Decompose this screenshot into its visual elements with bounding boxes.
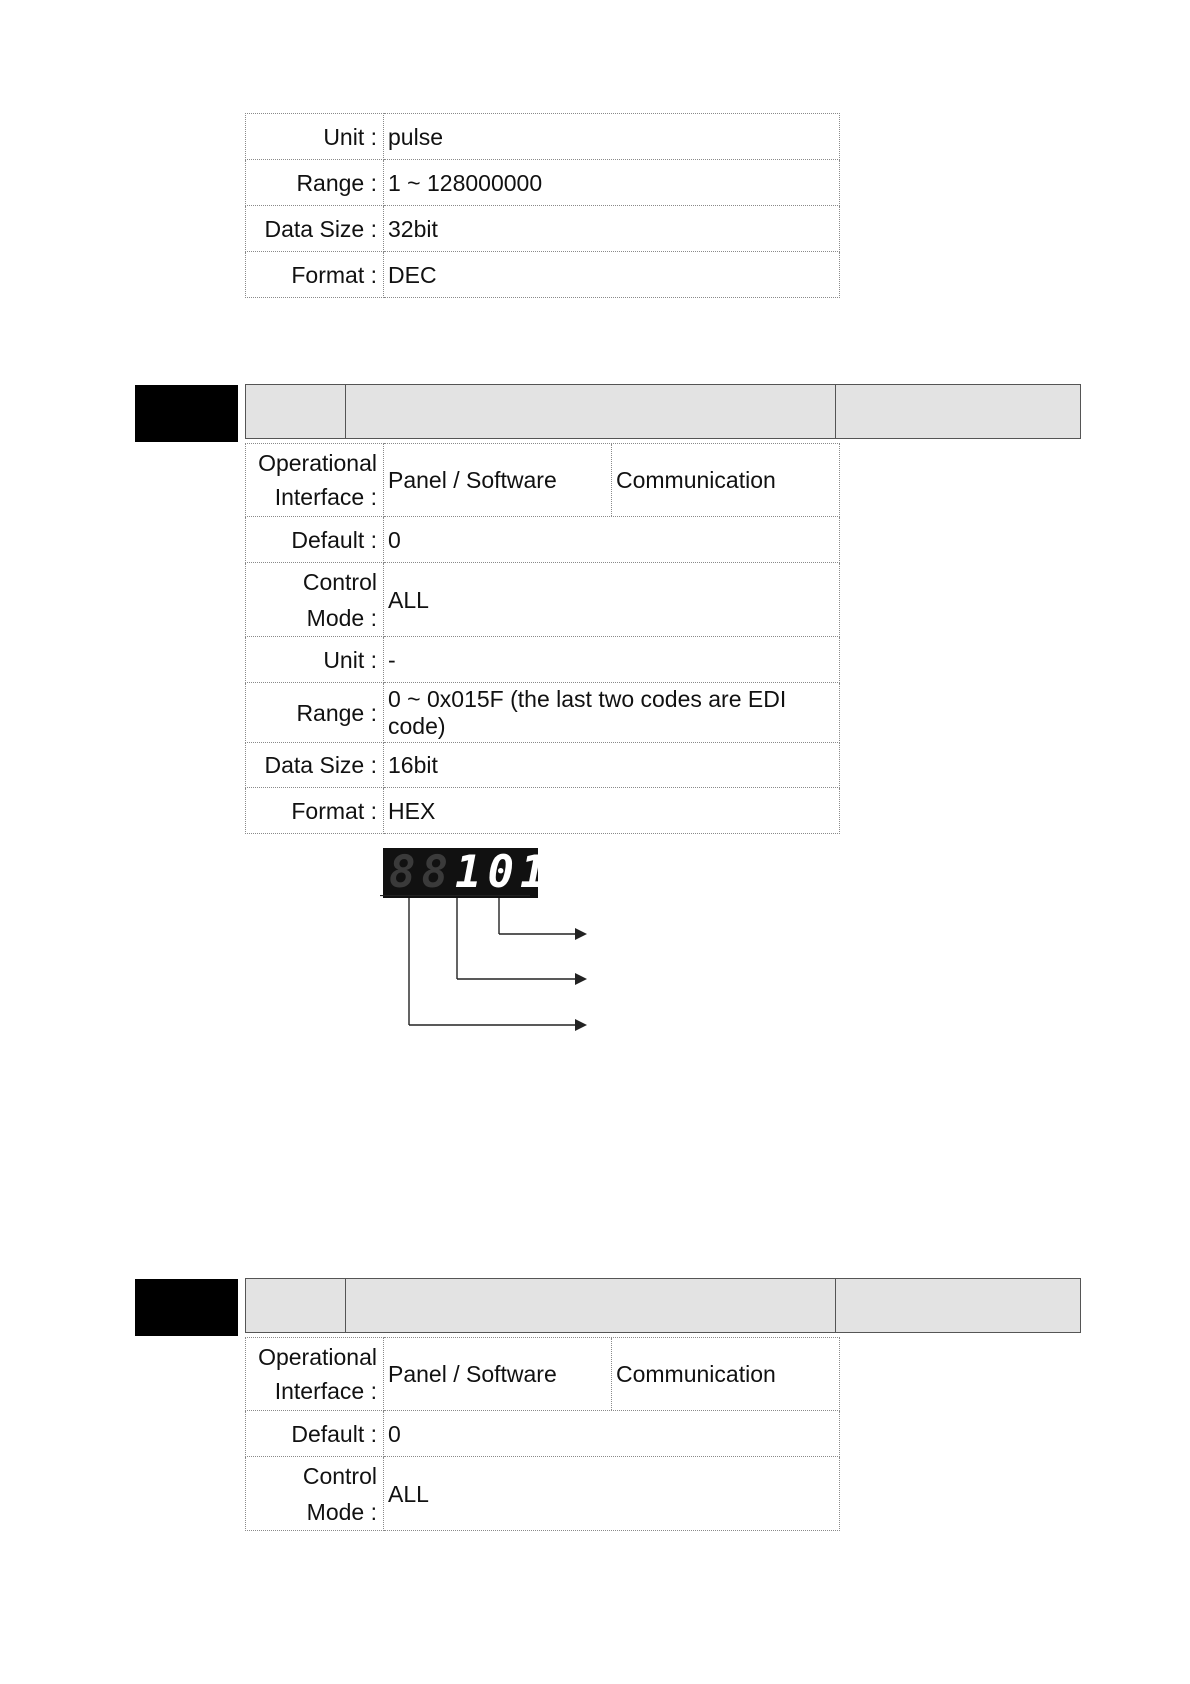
header-divider	[835, 385, 836, 438]
display-dim-digits: 88	[389, 847, 454, 898]
range-value: 1 ~ 128000000	[384, 160, 840, 206]
data-size-value: 32bit	[384, 206, 840, 252]
property-table-1	[245, 113, 840, 298]
default-row	[246, 517, 840, 563]
control-mode-label	[246, 1457, 384, 1531]
control-mode-value: ALL	[384, 563, 840, 637]
data-size-value: 16bit	[384, 743, 840, 788]
operational-interface-row	[246, 444, 840, 517]
operational-interface-label	[246, 1338, 384, 1411]
operational-interface-values	[384, 1338, 840, 1411]
unit-value: -	[384, 637, 840, 683]
communication-value: Communication	[616, 467, 776, 493]
parameter-code-block	[135, 385, 238, 442]
control-mode-label	[246, 563, 384, 637]
unit-value: pulse	[384, 114, 840, 160]
range-row	[246, 683, 840, 743]
arrow-head-1-icon	[575, 928, 587, 940]
property-table-3	[245, 1337, 840, 1531]
operational-interface-values	[384, 444, 840, 517]
format-value: DEC	[384, 252, 840, 298]
range-label: Range :	[246, 160, 384, 206]
control-mode-value: ALL	[384, 1457, 840, 1531]
format-row	[246, 788, 840, 834]
range-label: Range :	[246, 683, 384, 743]
seven-segment-display	[383, 847, 553, 898]
display-lit-digits: 101	[455, 847, 553, 898]
unit-row	[246, 637, 840, 683]
data-size-row	[246, 743, 840, 788]
parameter-header-bar	[245, 1278, 1081, 1333]
default-label: Default :	[246, 517, 384, 563]
default-value: 0	[384, 517, 840, 563]
property-table-2	[245, 443, 840, 834]
control-mode-row	[246, 563, 840, 637]
default-row	[246, 1411, 840, 1457]
parameter-code-block	[135, 1279, 238, 1336]
panel-software-value: Panel / Software	[384, 1338, 612, 1410]
default-label: Default :	[246, 1411, 384, 1457]
control-label-line1: Control	[302, 1462, 377, 1489]
header-divider	[835, 1279, 836, 1332]
header-divider	[345, 385, 346, 438]
unit-label: Unit :	[246, 114, 384, 160]
format-row	[246, 252, 840, 298]
range-row	[246, 160, 840, 206]
header-divider	[345, 1279, 346, 1332]
unit-row	[246, 114, 840, 160]
format-label: Format :	[246, 252, 384, 298]
communication-value: Communication	[616, 1361, 776, 1387]
operational-label-line2: Interface :	[274, 484, 377, 510]
data-size-row	[246, 206, 840, 252]
control-label-line2: Mode :	[306, 604, 377, 631]
control-label-line1: Control	[302, 568, 377, 595]
unit-label: Unit :	[246, 637, 384, 683]
arrow-head-2-icon	[575, 973, 587, 985]
digit-arrow-diagram	[380, 895, 600, 1035]
data-size-label: Data Size :	[246, 743, 384, 788]
format-value: HEX	[384, 788, 840, 834]
operational-interface-row	[246, 1338, 840, 1411]
operational-label-line1: Operational	[258, 450, 377, 476]
operational-label-line1: Operational	[258, 1344, 377, 1370]
default-value: 0	[384, 1411, 840, 1457]
control-label-line2: Mode :	[306, 1498, 377, 1525]
format-label: Format :	[246, 788, 384, 834]
arrow-head-3-icon	[575, 1019, 587, 1031]
parameter-header-bar	[245, 384, 1081, 439]
range-value: 0 ~ 0x015F (the last two codes are EDI code)	[384, 683, 840, 743]
operational-label-line2: Interface :	[274, 1378, 377, 1404]
panel-software-value: Panel / Software	[384, 444, 612, 516]
operational-interface-label	[246, 444, 384, 517]
control-mode-row	[246, 1457, 840, 1531]
data-size-label: Data Size :	[246, 206, 384, 252]
